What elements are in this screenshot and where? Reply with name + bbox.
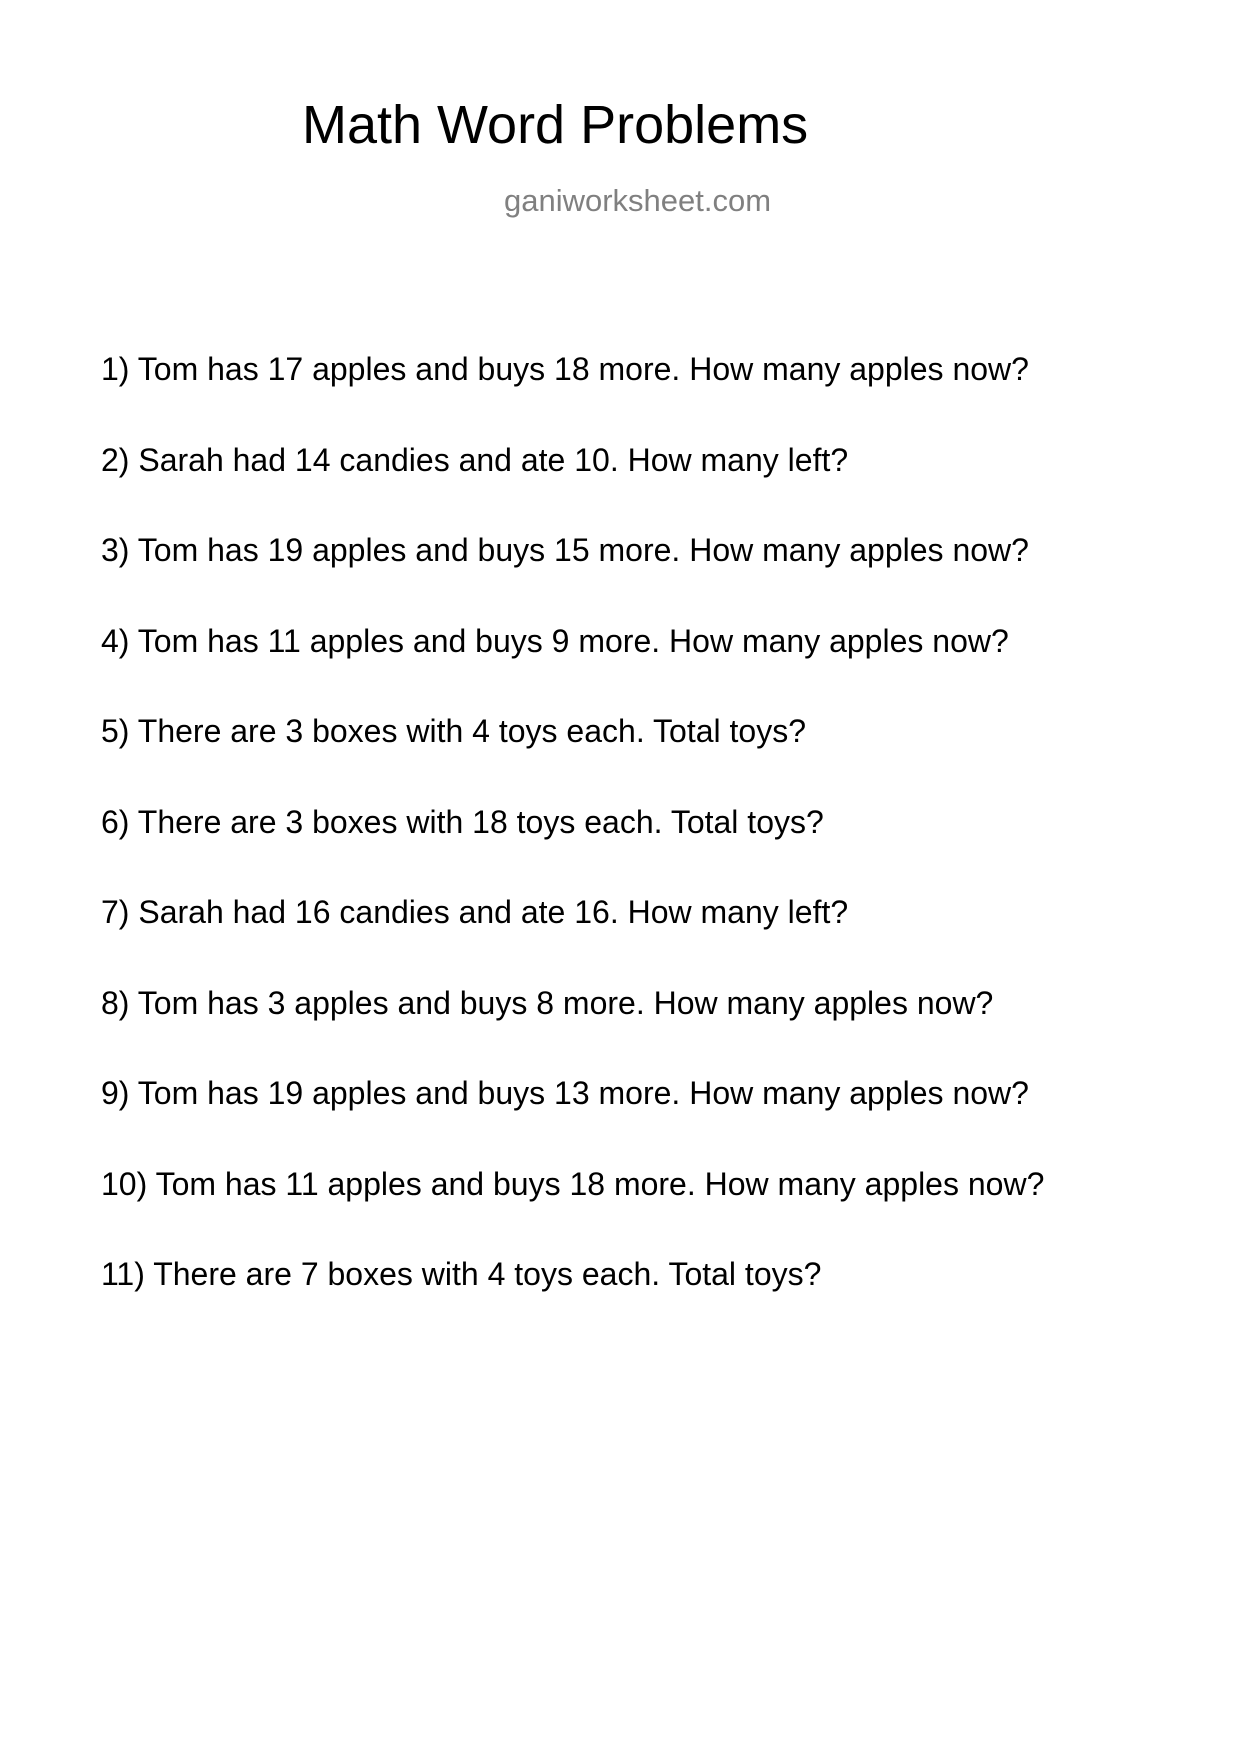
worksheet-title: Math Word Problems (302, 95, 809, 155)
problem-item: 4) Tom has 11 apples and buys 9 more. How many apples now? (101, 622, 1009, 659)
problem-list (101, 350, 1044, 1346)
problem-item: 11) There are 7 boxes with 4 toys each. Total toys? (101, 1256, 822, 1292)
problem-item: 8) Tom has 3 apples and buys 8 more. How many apples now? (101, 984, 994, 1021)
problem-item: 5) There are 3 boxes with 4 toys each. Total toys? (101, 713, 806, 749)
problem-item: 10) Tom has 11 apples and buys 18 more. How many apples now? (101, 1165, 1045, 1202)
problem-item: 3) Tom has 19 apples and buys 15 more. How many apples now? (101, 532, 1029, 568)
problem-item: 2) Sarah had 14 candies and ate 10. How many left? (101, 441, 849, 478)
problem-item: 6) There are 3 boxes with 18 toys each. Total toys? (101, 803, 824, 840)
problem-item: 9) Tom has 19 apples and buys 13 more. How many apples now? (101, 1075, 1029, 1111)
site-name: ganiworksheet.com (504, 183, 772, 218)
problem-item: 1) Tom has 17 apples and buys 18 more. How many apples now? (101, 351, 1029, 387)
problem-item: 7) Sarah had 16 candies and ate 16. How many left? (101, 894, 849, 930)
